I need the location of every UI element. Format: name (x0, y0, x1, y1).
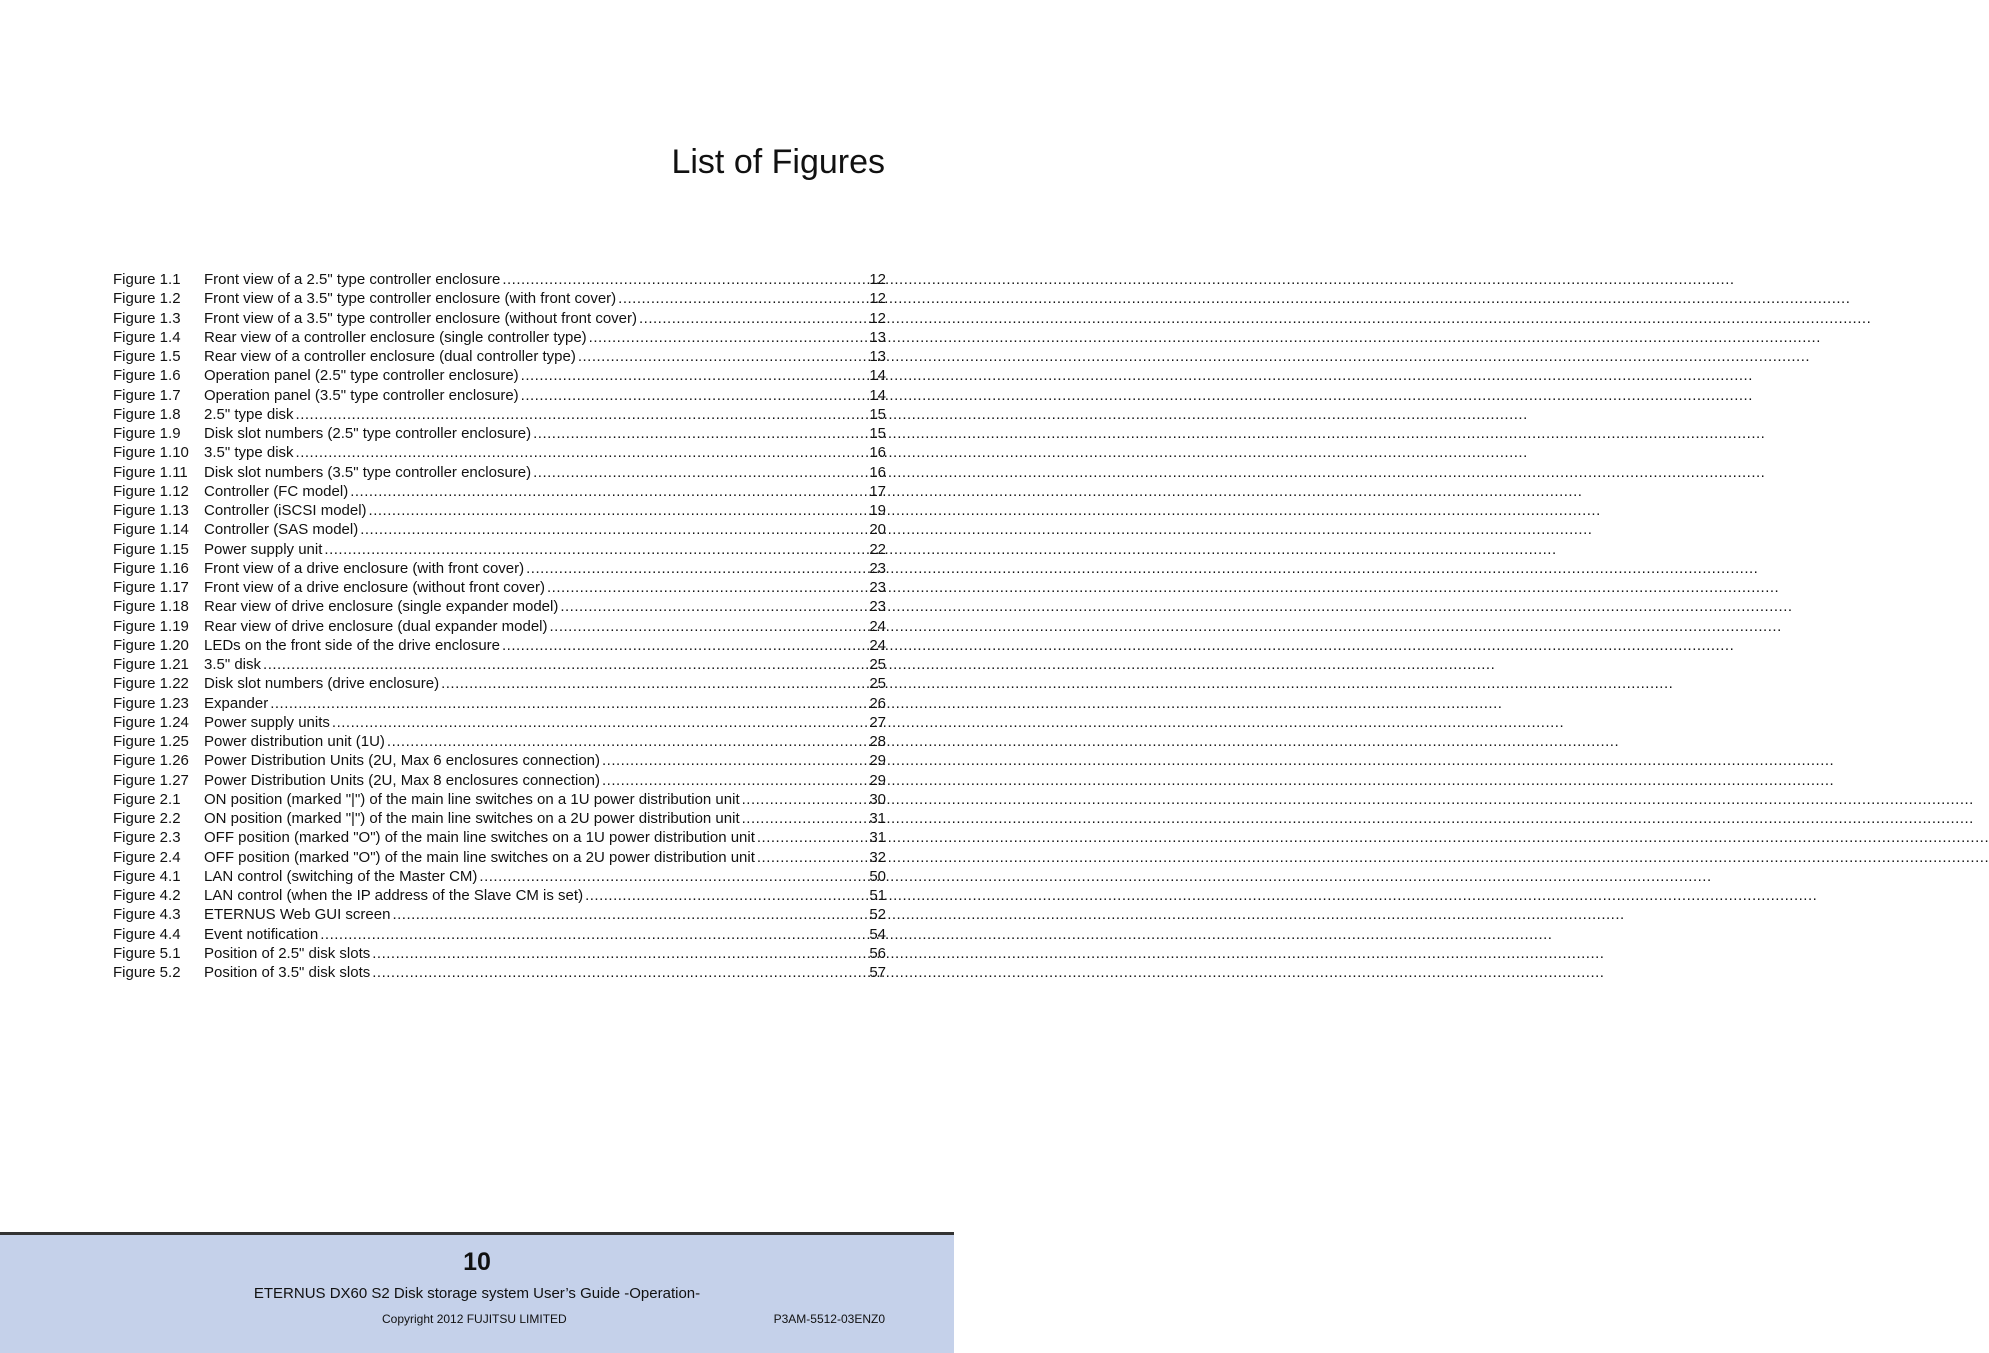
figure-number: Figure 1.9 (113, 425, 181, 442)
figure-entry[interactable] (113, 751, 886, 770)
figure-title: Disk slot numbers (3.5" type controller enclosure) (204, 463, 532, 481)
figure-number: Figure 4.4 (113, 925, 181, 943)
figure-title: Front view of a 3.5" type controller enclosure (with front cover) (204, 290, 617, 308)
figure-page-number: 15 (869, 405, 886, 423)
dot-leader (639, 309, 858, 328)
dot-leader (526, 559, 858, 578)
figure-page-number: 23 (869, 579, 886, 596)
figure-page-number: 31 (869, 810, 886, 827)
figure-number: Figure 2.4 (113, 848, 181, 866)
figure-title: Disk slot numbers (2.5" type controller enclosure) (204, 425, 532, 442)
figure-entry[interactable] (113, 443, 886, 462)
page-number: 10 (463, 1248, 491, 1276)
dot-leader (560, 597, 858, 616)
figure-entry[interactable] (113, 905, 886, 924)
dot-leader (521, 366, 858, 385)
figure-page-number: 23 (869, 559, 886, 577)
figure-number: Figure 2.1 (113, 790, 181, 808)
figure-number: Figure 1.15 (113, 540, 189, 558)
figure-entry[interactable] (113, 289, 886, 308)
figure-title: ON position (marked "|") of the main line switches on a 2U power distribution unit (204, 810, 740, 827)
figure-entry[interactable] (113, 886, 886, 905)
figure-entry[interactable] (113, 270, 886, 289)
figure-entry[interactable] (113, 559, 886, 578)
figure-page-number: 31 (869, 829, 886, 847)
figure-number: Figure 1.10 (113, 444, 189, 462)
figure-number: Figure 1.16 (113, 559, 189, 577)
figure-page-number: 27 (869, 713, 886, 731)
figure-number: Figure 1.23 (113, 694, 189, 712)
dot-leader (350, 482, 858, 501)
figure-number: Figure 1.14 (113, 521, 189, 539)
dot-leader (479, 867, 858, 886)
figure-title: ON position (marked "|") of the main line switches on a 1U power distribution unit (204, 790, 740, 808)
figure-page-number: 22 (869, 540, 886, 558)
figure-title: Expander (204, 694, 269, 712)
figure-title: Rear view of a controller enclosure (dual controller type) (204, 348, 576, 365)
figure-number: Figure 1.2 (113, 290, 181, 308)
figure-title: LEDs on the front side of the drive enclosure (204, 636, 501, 654)
figure-number: Figure 1.4 (113, 328, 181, 346)
dot-leader (263, 655, 858, 674)
figure-title: Power distribution unit (1U) (204, 733, 385, 750)
figure-entry[interactable] (113, 771, 886, 790)
figure-number: Figure 1.21 (113, 656, 189, 673)
figure-number: Figure 1.27 (113, 771, 189, 789)
figure-page-number: 15 (869, 425, 886, 442)
figure-title: Operation panel (2.5" type controller enclosure) (204, 367, 519, 385)
figure-page-number: 14 (869, 367, 886, 385)
figure-number: Figure 2.3 (113, 829, 181, 847)
figure-entry[interactable] (113, 366, 886, 385)
figure-title: Operation panel (3.5" type controller enclosure) (204, 386, 519, 404)
figure-title: Position of 2.5" disk slots (204, 944, 371, 962)
figure-title: LAN control (switching of the Master CM) (204, 867, 478, 885)
page-footer (0, 1232, 954, 1353)
figure-title: Controller (FC model) (204, 482, 349, 500)
figure-entry[interactable] (113, 424, 886, 443)
figure-page-number: 26 (869, 694, 886, 712)
figure-number: Figure 5.1 (113, 944, 181, 962)
figure-title: Front view of a drive enclosure (without front cover) (204, 579, 545, 596)
figure-entry[interactable] (113, 636, 886, 655)
figure-number: Figure 2.2 (113, 810, 181, 827)
figure-entry[interactable] (113, 597, 886, 616)
dot-leader (757, 828, 858, 847)
figure-number: Figure 1.19 (113, 617, 189, 635)
dot-leader (757, 848, 858, 867)
figure-number: Figure 1.13 (113, 502, 189, 519)
figure-title: Controller (SAS model) (204, 521, 359, 539)
figure-page-number: 12 (869, 290, 886, 308)
figure-title: OFF position (marked "O") of the main line switches on a 2U power distribution unit (204, 848, 755, 866)
figure-page-number: 13 (869, 348, 886, 365)
dot-leader (320, 925, 858, 944)
dot-leader (372, 963, 858, 982)
figure-title: Event notification (204, 925, 319, 943)
copyright-notice: Copyright 2012 FUJITSU LIMITED (382, 1312, 567, 1326)
figure-entry[interactable] (113, 828, 886, 847)
figure-number: Figure 4.3 (113, 906, 181, 924)
figure-entry[interactable] (113, 925, 886, 944)
figure-entry[interactable] (113, 732, 886, 751)
figure-entry[interactable] (113, 328, 886, 347)
figure-number: Figure 5.2 (113, 964, 181, 981)
figure-title: Front view of a drive enclosure (with front cover) (204, 559, 525, 577)
figure-number: Figure 1.6 (113, 367, 181, 385)
figure-page-number: 24 (869, 636, 886, 654)
figure-number: Figure 4.1 (113, 867, 181, 885)
document-code: P3AM-5512-03ENZ0 (773, 1312, 885, 1326)
figure-number: Figure 1.1 (113, 271, 181, 288)
figure-entry[interactable] (113, 848, 886, 867)
figure-title: Power supply unit (204, 540, 323, 558)
figure-entry[interactable] (113, 713, 886, 732)
figure-number: Figure 1.8 (113, 405, 181, 423)
dot-leader (618, 289, 858, 308)
figure-number: Figure 1.5 (113, 348, 181, 365)
figure-entry[interactable] (113, 617, 886, 636)
figure-entry[interactable] (113, 482, 886, 501)
dot-leader (502, 270, 858, 289)
figure-page-number: 13 (869, 328, 886, 346)
figure-title: OFF position (marked "O") of the main line switches on a 1U power distribution unit (204, 829, 755, 847)
figure-number: Figure 1.12 (113, 482, 189, 500)
figure-page-number: 56 (869, 944, 886, 962)
dot-leader (369, 501, 858, 520)
figure-title: ETERNUS Web GUI screen (204, 906, 391, 924)
page-title: List of Figures (671, 143, 885, 181)
dot-leader (360, 520, 858, 539)
figure-title: Rear view of drive enclosure (single expander model) (204, 598, 559, 616)
figure-number: Figure 1.25 (113, 733, 189, 750)
figure-title: 2.5" type disk (204, 405, 294, 423)
figure-number: Figure 1.18 (113, 598, 189, 616)
figure-entry[interactable] (113, 674, 886, 693)
dot-leader (742, 809, 858, 828)
figure-page-number: 51 (869, 887, 886, 904)
dot-leader (585, 886, 858, 905)
figure-title: LAN control (when the IP address of the Slave CM is set) (204, 887, 584, 904)
figure-title: Rear view of drive enclosure (dual expander model) (204, 617, 548, 635)
figure-page-number: 50 (869, 867, 886, 885)
dot-leader (332, 713, 858, 732)
figure-list (113, 270, 886, 982)
figure-entry[interactable] (113, 501, 886, 520)
figure-title: Power supply units (204, 713, 330, 731)
dot-leader (602, 751, 858, 770)
figure-page-number: 29 (869, 752, 886, 770)
figure-page-number: 19 (869, 502, 886, 519)
figure-page-number: 54 (869, 925, 886, 943)
figure-number: Figure 4.2 (113, 887, 181, 904)
figure-entry[interactable] (113, 405, 886, 424)
dot-leader (589, 328, 858, 347)
dot-leader (502, 636, 858, 655)
figure-entry[interactable] (113, 520, 886, 539)
figure-entry[interactable] (113, 694, 886, 713)
figure-page-number: 52 (869, 906, 886, 924)
dot-leader (372, 944, 858, 963)
figure-title: 3.5" type disk (204, 444, 294, 462)
figure-page-number: 12 (869, 271, 886, 288)
figure-page-number: 29 (869, 771, 886, 789)
dot-leader (742, 790, 858, 809)
figure-entry[interactable] (113, 540, 886, 559)
figure-entry[interactable] (113, 867, 886, 886)
dot-leader (547, 578, 858, 597)
figure-page-number: 17 (869, 482, 886, 500)
document-title: ETERNUS DX60 S2 Disk storage system User’s Guide -Operation- (253, 1285, 701, 1302)
figure-number: Figure 1.22 (113, 675, 189, 693)
figure-page-number: 14 (869, 386, 886, 404)
dot-leader (387, 732, 858, 751)
figure-title: Power Distribution Units (2U, Max 6 enclosures connection) (204, 752, 600, 770)
dot-leader (578, 347, 858, 366)
figure-page-number: 28 (869, 733, 886, 750)
figure-page-number: 12 (869, 309, 886, 327)
dot-leader (296, 443, 858, 462)
figure-number: Figure 1.24 (113, 713, 189, 731)
figure-page-number: 24 (869, 617, 886, 635)
figure-title: Rear view of a controller enclosure (single controller type) (204, 328, 587, 346)
figure-entry[interactable] (113, 963, 886, 982)
dot-leader (533, 463, 858, 482)
dot-leader (521, 386, 858, 405)
dot-leader (602, 771, 858, 790)
figure-entry[interactable] (113, 790, 886, 809)
figure-page-number: 16 (869, 463, 886, 481)
figure-entry[interactable] (113, 386, 886, 405)
figure-entry[interactable] (113, 578, 886, 597)
figure-page-number: 25 (869, 675, 886, 693)
figure-entry[interactable] (113, 809, 886, 828)
dot-leader (441, 674, 858, 693)
figure-page-number: 25 (869, 656, 886, 673)
figure-page-number: 20 (869, 521, 886, 539)
figure-entry[interactable] (113, 655, 886, 674)
figure-title: Power Distribution Units (2U, Max 8 enclosures connection) (204, 771, 600, 789)
figure-entry[interactable] (113, 309, 886, 328)
figure-title: Front view of a 2.5" type controller enclosure (204, 271, 501, 288)
figure-number: Figure 1.26 (113, 752, 189, 770)
dot-leader (392, 905, 858, 924)
figure-number: Figure 1.11 (113, 463, 188, 481)
figure-entry[interactable] (113, 463, 886, 482)
figure-title: Position of 3.5" disk slots (204, 964, 371, 981)
dot-leader (550, 617, 858, 636)
figure-number: Figure 1.20 (113, 636, 189, 654)
figure-page-number: 23 (869, 598, 886, 616)
dot-leader (296, 405, 858, 424)
dot-leader (270, 694, 858, 713)
figure-title: Controller (iSCSI model) (204, 502, 367, 519)
dot-leader (324, 540, 858, 559)
figure-entry[interactable] (113, 944, 886, 963)
figure-page-number: 32 (869, 848, 886, 866)
figure-title: 3.5" disk (204, 656, 262, 673)
figure-number: Figure 1.17 (113, 579, 189, 596)
figure-page-number: 16 (869, 444, 886, 462)
figure-page-number: 57 (869, 964, 886, 981)
figure-title: Front view of a 3.5" type controller enclosure (without front cover) (204, 309, 638, 327)
figure-page-number: 30 (869, 790, 886, 808)
dot-leader (533, 424, 858, 443)
figure-number: Figure 1.7 (113, 386, 181, 404)
figure-title: Disk slot numbers (drive enclosure) (204, 675, 440, 693)
figure-number: Figure 1.3 (113, 309, 181, 327)
figure-entry[interactable] (113, 347, 886, 366)
